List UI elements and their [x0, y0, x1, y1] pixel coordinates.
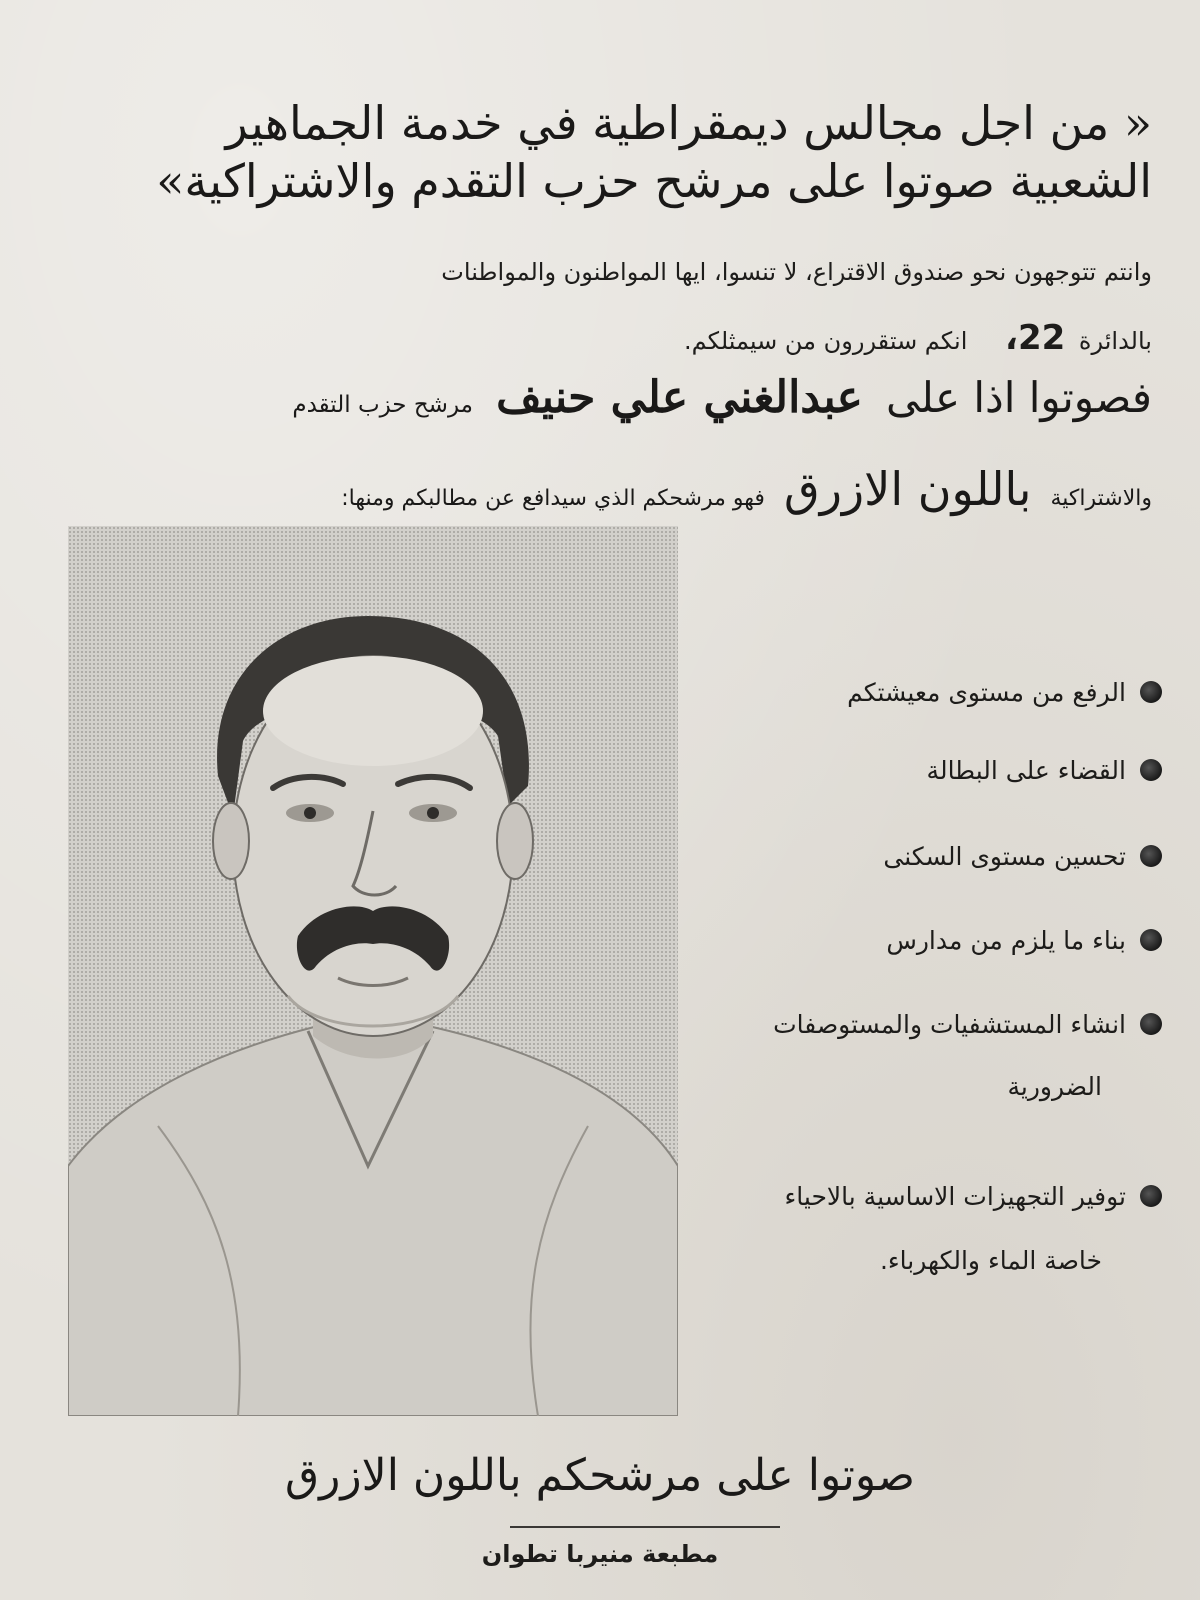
left-pupil: [304, 807, 316, 819]
vote-call-suffix: مرشح حزب التقدم: [292, 392, 473, 418]
vote-call-prefix: فصوتوا اذا على: [886, 373, 1152, 422]
left-ear: [213, 803, 249, 879]
color-phrase: باللون الازرق: [784, 462, 1032, 516]
demand-item: [702, 664, 1162, 722]
bullet-icon: [1140, 1185, 1162, 1207]
headline-line-2: الشعبية صوتوا على مرشح حزب التقدم والاشتراكية»: [156, 154, 1152, 208]
candidate-name: عبدالغني علي حنيف: [496, 372, 863, 423]
intro-line-1: وانتم تتوجهون نحو صندوق الاقتراع، لا تنسوا، ايها المواطنون والمواطنات: [441, 258, 1152, 286]
footer-slogan: صوتوا على مرشحكم باللون الازرق: [284, 1450, 916, 1501]
demand-text: القضاء على البطالة: [926, 756, 1126, 785]
bullet-icon: [1140, 681, 1162, 703]
bullet-icon: [1140, 845, 1162, 867]
demand-text: الرفع من مستوى معيشتكم: [847, 678, 1126, 707]
right-pupil: [427, 807, 439, 819]
intro-line-2: [52, 318, 1152, 358]
demand-text: توفير التجهيزات الاساسية بالاحياء: [784, 1182, 1126, 1211]
bullet-icon: [1140, 929, 1162, 951]
demand-continuation: الضرورية: [1007, 1072, 1102, 1101]
color-line-prefix: والاشتراكية: [1050, 486, 1152, 511]
demand-text: بناء ما يلزم من مدارس: [886, 926, 1126, 955]
color-line: [52, 462, 1152, 516]
vote-call: [52, 372, 1152, 423]
printer-credit: مطبعة منيربا تطوان: [481, 1540, 719, 1568]
bullet-icon: [1140, 1013, 1162, 1035]
forehead-highlight: [263, 656, 483, 766]
candidate-portrait-drawing: [68, 526, 678, 1416]
demand-continuation: خاصة الماء والكهرباء.: [879, 1246, 1102, 1275]
demand-item: [702, 1168, 1162, 1226]
demand-item: [702, 828, 1162, 886]
shirt-shape: [68, 1026, 678, 1416]
demand-item: [702, 996, 1162, 1054]
demand-item: [702, 912, 1162, 970]
color-line-suffix: فهو مرشحكم الذي سيدافع عن مطالبكم ومنها:: [341, 486, 765, 511]
right-ear: [497, 803, 533, 879]
bullet-icon: [1140, 759, 1162, 781]
district-number: 22،: [1005, 318, 1066, 358]
intro-line-2-text: انكم ستقررون من سيمثلكم.: [683, 327, 968, 355]
footer-divider: [510, 1526, 780, 1528]
intro-district-label: بالدائرة: [1078, 327, 1152, 355]
demand-text: انشاء المستشفيات والمستوصفات: [773, 1010, 1126, 1039]
candidate-photo: [68, 526, 678, 1416]
headline-line-1: « من اجل مجالس ديمقراطية في خدمة الجماهير: [225, 96, 1152, 150]
demand-item: [702, 742, 1162, 800]
demand-text: تحسين مستوى السكنى: [883, 842, 1126, 871]
